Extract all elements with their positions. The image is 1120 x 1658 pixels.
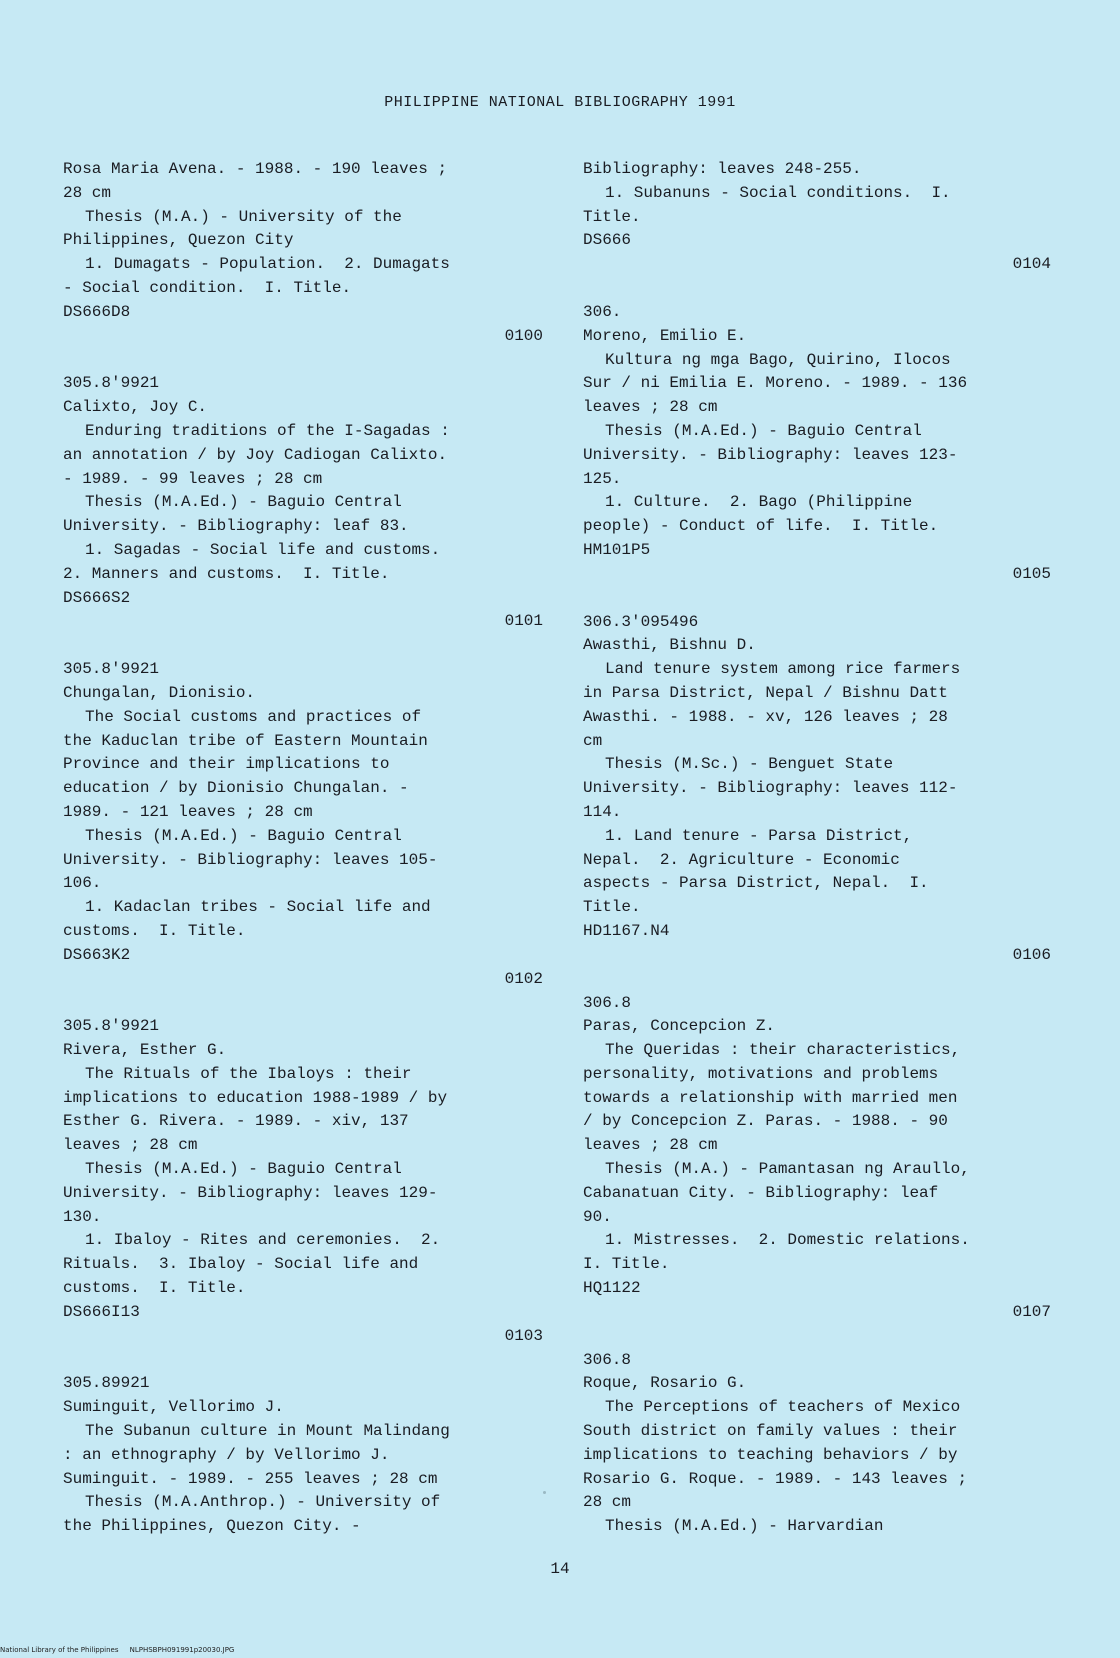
author: Roque, Rosario G. — [583, 1374, 747, 1393]
call-number: DS663K2 — [63, 945, 131, 964]
record-note: Thesis (M.A.Ed.) - Baguio Central — [85, 1160, 402, 1179]
page-header: PHILIPPINE NATIONAL BIBLIOGRAPHY 1991 — [384, 94, 736, 111]
record-subjects: 1. Subanuns - Social conditions. I. — [605, 183, 951, 202]
author: Awasthi, Bishnu D. — [583, 636, 756, 655]
accession-number: 0100 — [504, 326, 543, 345]
record-0102 — [63, 658, 543, 991]
author: Paras, Concepcion Z. — [583, 1017, 776, 1036]
record-line: personality, motivations and problems — [583, 1064, 939, 1083]
accession-number: 0105 — [1012, 564, 1051, 583]
record-line: Suminguit. - 1989. - 255 leaves ; 28 cm — [63, 1469, 438, 1488]
record-line: towards a relationship with married men — [583, 1088, 958, 1107]
record-subjects: I. Title. — [583, 1255, 670, 1274]
class-number: 305.8'9921 — [63, 1017, 160, 1036]
record-title: The Social customs and practices of — [85, 707, 422, 726]
record-line: University. - Bibliography: leaves 129- — [63, 1183, 438, 1202]
record-title: The Queridas : their characteristics, — [605, 1041, 961, 1060]
record-line: Awasthi. - 1988. - xv, 126 leaves ; 28 — [583, 707, 948, 726]
record-line: in Parsa District, Nepal / Bishnu Datt — [583, 683, 948, 702]
record-line: implications to teaching behaviors / by — [583, 1445, 958, 1464]
record-subjects: aspects - Parsa District, Nepal. I. — [583, 874, 929, 893]
record-line: the Kaduclan tribe of Eastern Mountain — [63, 731, 428, 750]
record-note: Thesis (M.A.Ed.) - Baguio Central — [605, 421, 922, 440]
record-title: Land tenure system among rice farmers — [605, 660, 961, 679]
record-line: implications to education 1988-1989 / by — [63, 1088, 448, 1107]
accession-number: 0104 — [1012, 255, 1051, 274]
record-subjects: 1. Kadaclan tribes - Social life and — [85, 898, 431, 917]
record-line: an annotation / by Joy Cadiogan Calixto. — [63, 445, 448, 464]
class-number: 306. — [583, 302, 622, 321]
record-line: 1989. - 121 leaves ; 28 cm — [63, 802, 313, 821]
call-number: HQ1122 — [583, 1279, 641, 1298]
class-number: 306.8 — [583, 1350, 632, 1369]
record-subjects: Title. — [583, 207, 641, 226]
scan-speck — [543, 1491, 546, 1494]
record-line: the Philippines, Quezon City. - — [63, 1517, 361, 1536]
author: Moreno, Emilio E. — [583, 326, 747, 345]
record-title: The Rituals of the Ibaloys : their — [85, 1064, 412, 1083]
record-line: 130. — [63, 1207, 102, 1226]
class-number: 305.8'9921 — [63, 374, 160, 393]
record-subjects: 2. Manners and customs. I. Title. — [63, 564, 390, 583]
record-note: Thesis (M.A.Ed.) - Baguio Central — [85, 493, 402, 512]
record-title: Enduring traditions of the I-Sagadas : — [85, 421, 450, 440]
call-number: DS666D8 — [63, 302, 131, 321]
record-subjects: people) - Conduct of life. I. Title. — [583, 517, 939, 536]
author: Calixto, Joy C. — [63, 398, 208, 417]
record-line: Esther G. Rivera. - 1989. - xiv, 137 — [63, 1112, 409, 1131]
record-line: Philippines, Quezon City — [63, 231, 294, 250]
record-line: Province and their implications to — [63, 755, 390, 774]
record-0105 — [583, 301, 1051, 587]
record-subjects: - Social condition. I. Title. — [63, 278, 352, 297]
record-line: Cabanatuan City. - Bibliography: leaf — [583, 1183, 939, 1202]
record-line: University. - Bibliography: leaves 112- — [583, 779, 958, 798]
record-line: 90. — [583, 1207, 612, 1226]
record-subjects: 1. Mistresses. 2. Domestic relations. — [605, 1231, 970, 1250]
record-note: Thesis (M.A.Ed.) - Harvardian — [605, 1517, 884, 1536]
record-0100 — [63, 158, 543, 348]
author: Suminguit, Vellorimo J. — [63, 1398, 284, 1417]
accession-number: 0101 — [504, 612, 543, 631]
record-0101 — [63, 372, 543, 634]
record-subjects: Rituals. 3. Ibaloy - Social life and — [63, 1255, 419, 1274]
class-number: 306.8 — [583, 993, 632, 1012]
record-title: Kultura ng mga Bago, Quirino, Ilocos — [605, 350, 951, 369]
record-subjects: Nepal. 2. Agriculture - Economic — [583, 850, 900, 869]
accession-number: 0102 — [504, 969, 543, 988]
accession-number: 0103 — [504, 1326, 543, 1345]
record-subjects: customs. I. Title. — [63, 921, 246, 940]
record-line: University. - Bibliography: leaf 83. — [63, 517, 409, 536]
record-title: The Subanun culture in Mount Malindang — [85, 1422, 450, 1441]
accession-number: 0106 — [1012, 945, 1051, 964]
scan-footer: National Library of the Philippines NLPHSBPH091991p20030.JPG — [0, 1646, 235, 1654]
record-note: Thesis (M.Sc.) - Benguet State — [605, 755, 894, 774]
record-note: Thesis (M.A.) - University of the — [85, 207, 402, 226]
class-number: 305.89921 — [63, 1374, 150, 1393]
record-0104-end — [583, 158, 1051, 277]
record-subjects: 1. Land tenure - Parsa District, — [605, 826, 913, 845]
record-line: University. - Bibliography: leaves 123- — [583, 445, 958, 464]
record-line: - 1989. - 99 leaves ; 28 cm — [63, 469, 323, 488]
author: Rivera, Esther G. — [63, 1041, 227, 1060]
call-number: HD1167.N4 — [583, 921, 670, 940]
record-line: 125. — [583, 469, 622, 488]
class-number: 305.8'9921 — [63, 660, 160, 679]
record-title: The Perceptions of teachers of Mexico — [605, 1398, 961, 1417]
record-line: cm — [583, 731, 603, 750]
record-line: 114. — [583, 802, 622, 821]
record-note: Thesis (M.A.Ed.) - Baguio Central — [85, 826, 402, 845]
record-line: 28 cm — [583, 1493, 632, 1512]
record-line: leaves ; 28 cm — [583, 398, 718, 417]
call-number: DS666I13 — [63, 1302, 140, 1321]
call-number: DS666 — [583, 231, 632, 250]
record-note: Thesis (M.A.) - Pamantasan ng Araullo, — [605, 1160, 970, 1179]
page-number: 14 — [550, 1560, 570, 1578]
record-0107 — [583, 992, 1051, 1325]
right-column — [583, 158, 1051, 1539]
record-line: Rosa Maria Avena. - 1988. - 190 leaves ; — [63, 160, 448, 178]
record-0103 — [63, 1015, 543, 1348]
class-number: 306.3'095496 — [583, 612, 699, 631]
record-line: leaves ; 28 cm — [583, 1136, 718, 1155]
record-line: South district on family values : their — [583, 1422, 958, 1441]
call-number: DS666S2 — [63, 588, 131, 607]
record-line: 106. — [63, 874, 102, 893]
record-line: leaves ; 28 cm — [63, 1136, 198, 1155]
record-subjects: 1. Dumagats - Population. 2. Dumagats — [85, 255, 450, 274]
record-line: education / by Dionisio Chungalan. - — [63, 779, 409, 798]
record-line: Rosario G. Roque. - 1989. - 143 leaves ; — [583, 1469, 968, 1488]
record-subjects: 1. Ibaloy - Rites and ceremonies. 2. — [85, 1231, 441, 1250]
record-0108-start — [583, 1349, 1051, 1539]
record-0106 — [583, 611, 1051, 968]
record-0104-start — [63, 1372, 543, 1539]
call-number: HM101P5 — [583, 540, 651, 559]
record-line: : an ethnography / by Vellorimo J. — [63, 1445, 390, 1464]
record-line: 28 cm — [63, 183, 112, 202]
record-line: Bibliography: leaves 248-255. — [583, 160, 862, 178]
record-subjects: Title. — [583, 898, 641, 917]
record-subjects: 1. Culture. 2. Bago (Philippine — [605, 493, 913, 512]
author: Chungalan, Dionisio. — [63, 683, 256, 702]
record-subjects: customs. I. Title. — [63, 1279, 246, 1298]
record-subjects: 1. Sagadas - Social life and customs. — [85, 540, 441, 559]
record-line: University. - Bibliography: leaves 105- — [63, 850, 438, 869]
accession-number: 0107 — [1012, 1302, 1051, 1321]
record-line: Sur / ni Emilia E. Moreno. - 1989. - 136 — [583, 374, 968, 393]
record-line: / by Concepcion Z. Paras. - 1988. - 90 — [583, 1112, 948, 1131]
left-column — [63, 158, 543, 1539]
record-note: Thesis (M.A.Anthrop.) - University of — [85, 1493, 441, 1512]
